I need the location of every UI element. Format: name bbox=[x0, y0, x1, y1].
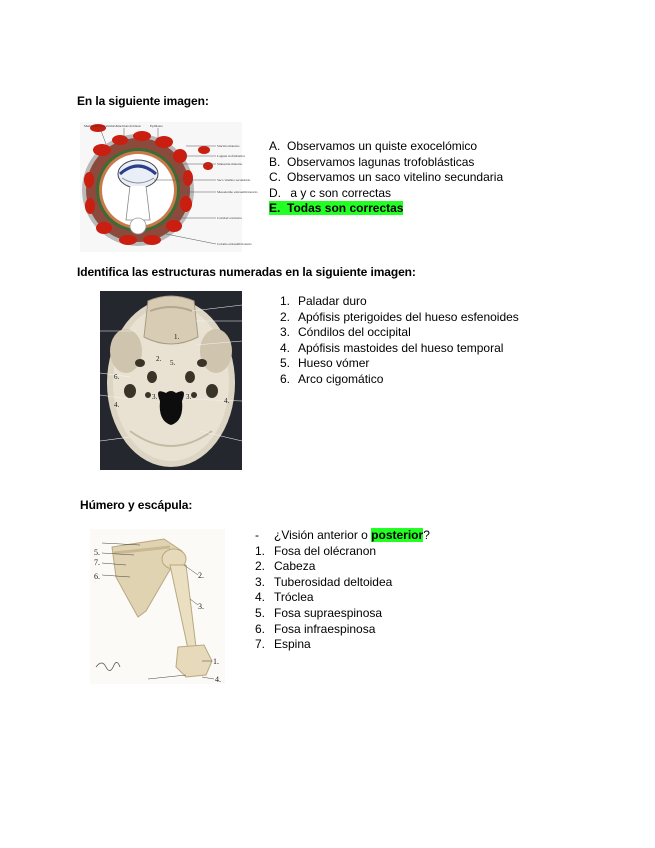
embryo-label: Celoma extraembrionario bbox=[217, 242, 252, 246]
list-item: 6. Arco cigomático bbox=[280, 371, 384, 386]
section3-items bbox=[255, 528, 430, 653]
skull-label: 3. bbox=[186, 393, 192, 401]
list-item: 2. Apófisis pterigoides del hueso esfenoides bbox=[280, 309, 519, 324]
option-a: A. Observamos un quiste exocelómico bbox=[269, 139, 478, 153]
embryo-label: Sinusoide materno bbox=[217, 162, 243, 166]
embryo-figure bbox=[80, 122, 258, 252]
skull-label: 4. bbox=[224, 397, 230, 405]
list-item: 7. Espina bbox=[255, 637, 311, 652]
skull-label: 6. bbox=[114, 373, 120, 381]
option-d: D. a y c son correctas bbox=[269, 185, 392, 200]
humerus-label: 5. bbox=[94, 548, 100, 557]
list-item: 1. Fosa del olécranon bbox=[255, 543, 377, 558]
section2-heading: Identifica las estructuras numeradas en la siguiente imagen: bbox=[77, 265, 416, 279]
option-b: B. Observamos lagunas trofoblásticas bbox=[269, 154, 475, 169]
list-item: 4. Apófisis mastoides del hueso temporal bbox=[280, 340, 504, 355]
humerus-label: 6. bbox=[94, 572, 100, 581]
option-e-correct: E. Todas son correctas bbox=[269, 201, 404, 216]
skull-label: 4. bbox=[114, 401, 120, 409]
humerus-label: 1. bbox=[213, 657, 219, 666]
skull-figure bbox=[100, 291, 242, 470]
list-item: 4. Tróclea bbox=[255, 590, 314, 605]
list-item: 6. Fosa infraespinosa bbox=[255, 621, 376, 636]
humerus-label: 2. bbox=[198, 571, 204, 580]
section1-options bbox=[269, 139, 503, 217]
skull-label: 5. bbox=[170, 359, 176, 367]
embryo-label: Membrana exocelómica bbox=[84, 124, 117, 128]
list-item: 5. Fosa supraespinosa bbox=[255, 605, 383, 620]
list-item: 2. Cabeza bbox=[255, 559, 316, 574]
list-item: 3. Tuberosidad deltoidea bbox=[255, 574, 393, 589]
section1-heading: En la siguiente imagen: bbox=[77, 94, 209, 108]
embryo-label: Cavidad coriónica bbox=[217, 216, 242, 220]
embryo-label: Epiblasto bbox=[150, 124, 163, 128]
humerus-label: 4. bbox=[215, 675, 221, 684]
list-item: 3. Cóndilos del occipital bbox=[280, 325, 411, 340]
list-item: 1. Paladar duro bbox=[280, 294, 367, 308]
embryo-label: Sincitio materno bbox=[217, 144, 240, 148]
list-item: 5. Hueso vómer bbox=[280, 356, 370, 371]
embryo-label: Saco vitelino secundario bbox=[217, 178, 251, 182]
skull-label: 2. bbox=[156, 355, 162, 363]
option-c: C. Observamos un saco vitelino secundaria bbox=[269, 170, 504, 185]
embryo-label: Sincitiotrofoblasto bbox=[116, 124, 142, 128]
humerus-figure bbox=[90, 529, 225, 684]
skull-label: 1. bbox=[174, 333, 180, 341]
section3-heading: Húmero y escápula: bbox=[80, 498, 193, 512]
embryo-label: Laguna trofoblástica bbox=[217, 154, 245, 158]
skull-label: 3. bbox=[152, 393, 158, 401]
humerus-label: 3. bbox=[198, 602, 204, 611]
question-line: - ¿Visión anterior o posterior? bbox=[255, 528, 430, 542]
humerus-label: 7. bbox=[94, 558, 100, 567]
embryo-label: Mesodermo extraembrionario bbox=[217, 190, 258, 194]
section2-items bbox=[280, 294, 519, 388]
